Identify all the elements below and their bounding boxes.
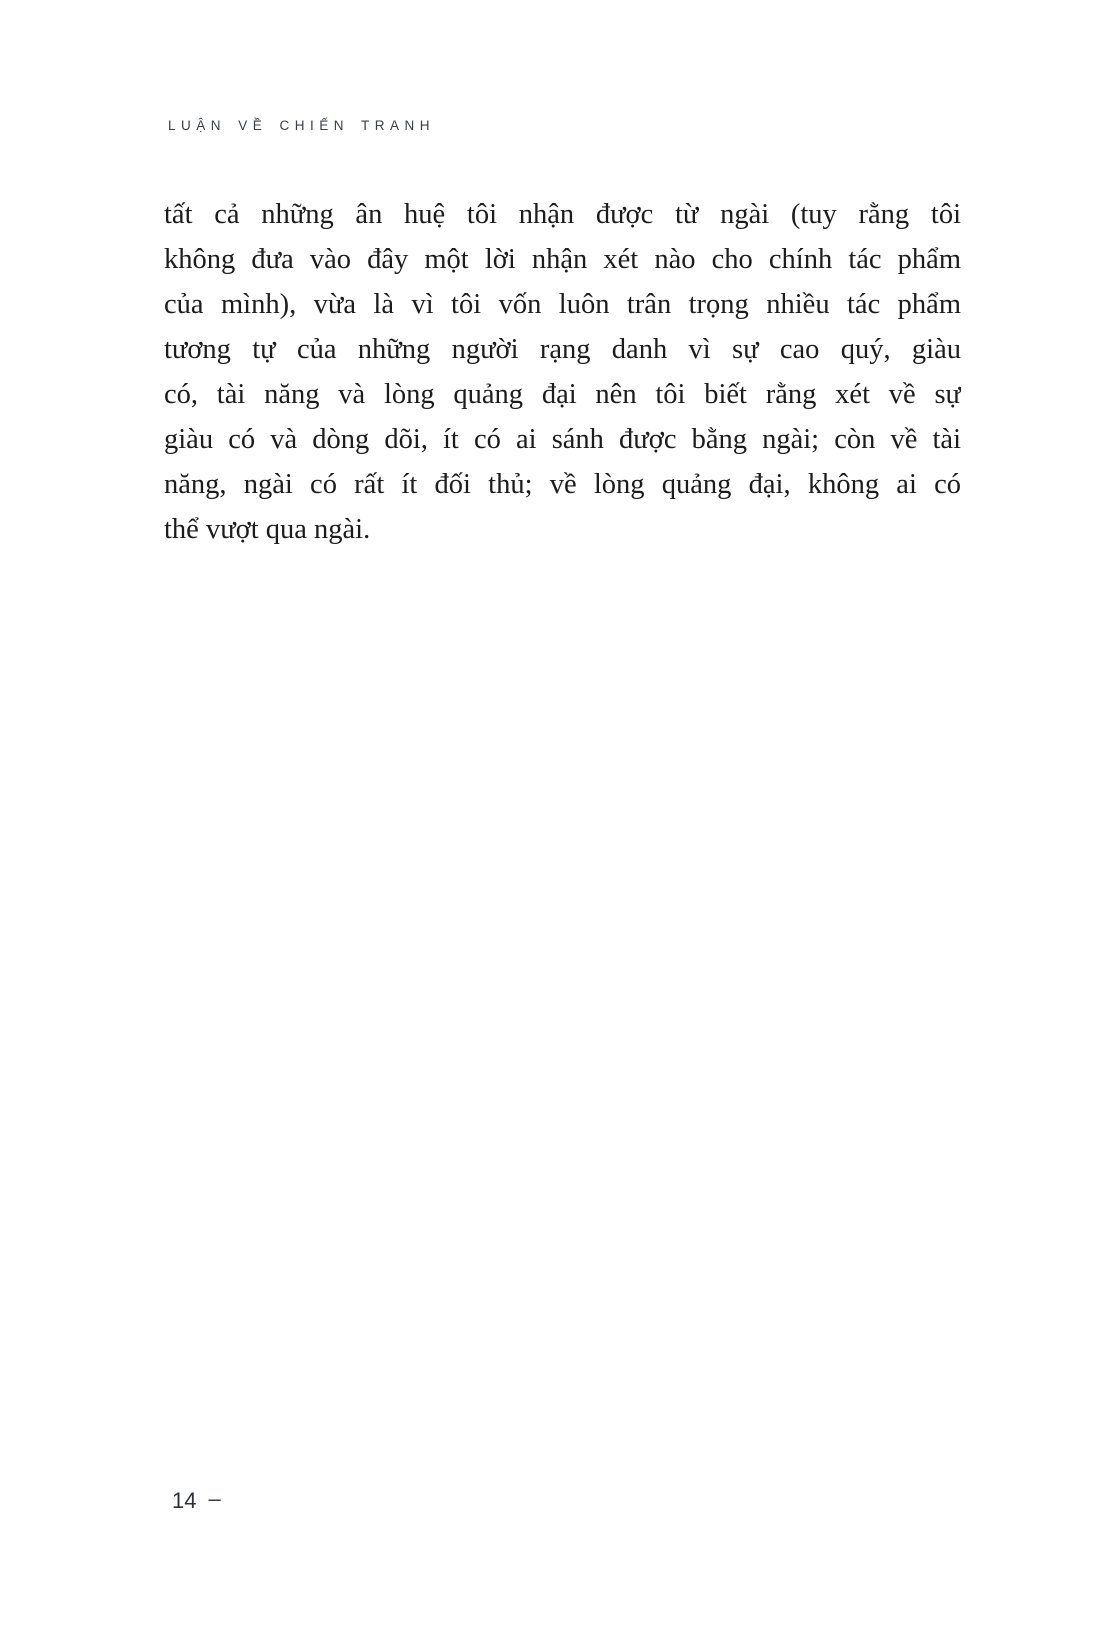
running-header: LUẬN VỀ CHIẾN TRANH — [168, 118, 436, 133]
body-line: tất cả những ân huệ tôi nhận được từ ngài (tuy rằng tôi — [164, 199, 961, 230]
body-line: không đưa vào đây một lời nhận xét nào cho chính tác phẩm — [164, 244, 961, 275]
body-line: của mình), vừa là vì tôi vốn luôn trân trọng nhiều tác phẩm — [164, 289, 961, 320]
page-number-dash: – — [208, 1486, 221, 1511]
page-footer — [172, 1488, 221, 1514]
body-line: giàu có và dòng dõi, ít có ai sánh được bằng ngài; còn về tài — [164, 424, 961, 455]
page-number: 14 — [172, 1488, 197, 1513]
body-line: thể vượt qua ngài. — [164, 514, 371, 545]
body-line: tương tự của những người rạng danh vì sự cao quý, giàu — [164, 334, 961, 365]
body-paragraph — [164, 192, 961, 552]
body-line: có, tài năng và lòng quảng đại nên tôi biết rằng xét về sự — [164, 379, 961, 410]
body-line: năng, ngài có rất ít đối thủ; về lòng quảng đại, không ai có — [164, 469, 961, 500]
